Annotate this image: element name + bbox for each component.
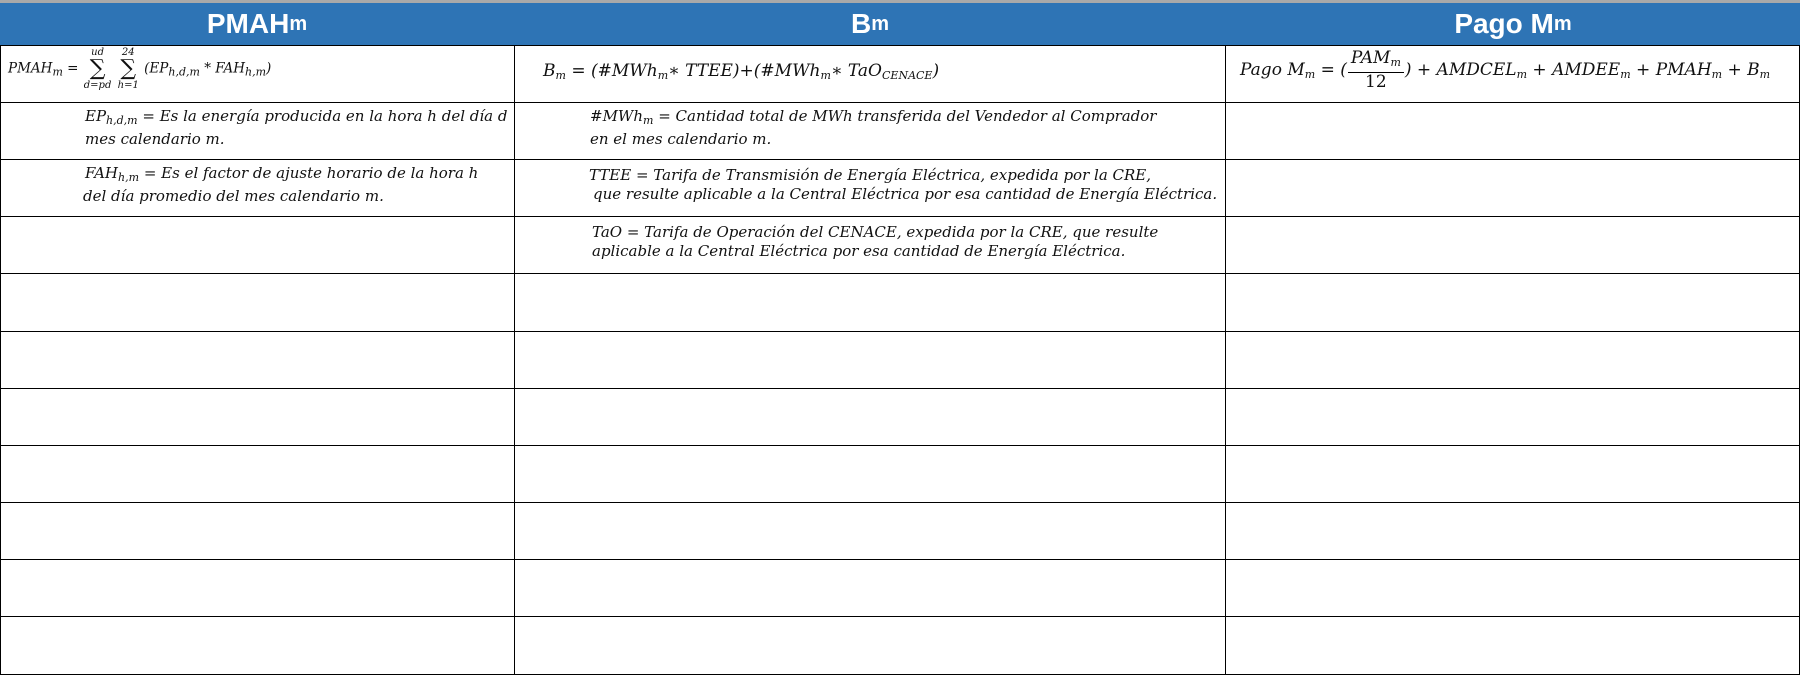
pmah-formula-lhs-sub: m (52, 65, 63, 79)
bm-formula-p4: ) (932, 61, 940, 81)
fah-var: FAH (85, 164, 119, 182)
grid-line-v (514, 45, 515, 675)
pago-formula-t3-sub: m (1711, 68, 1723, 81)
mwh-sub: m (643, 114, 654, 127)
pmah-formula-body-sub1: h,d,m (168, 65, 200, 79)
bm-formula-p2-sub: m (820, 69, 831, 82)
mwh-line2: en el mes calendario m. (590, 130, 772, 148)
pam-denominator: 12 (1365, 72, 1387, 92)
ttee-definition (589, 166, 1217, 204)
bm-formula-p3: ∗ TaO (830, 61, 882, 81)
header-bm-sub: m (871, 12, 890, 35)
pmah-formula-eq: = (62, 60, 83, 77)
pago-formula-t3: + PMAH (1630, 60, 1712, 80)
fah-definition (85, 164, 478, 206)
bm-formula-p1-sub: m (657, 69, 669, 82)
mwh-definition (590, 107, 1156, 149)
grid-line-h (0, 45, 1800, 46)
pago-formula-eq: = ( (1315, 60, 1347, 80)
ep-definition (85, 107, 507, 149)
bm-formula-lhs-sub: m (555, 69, 566, 82)
header-pmah-text: PMAH (206, 8, 290, 39)
mwh-var: #MWh (590, 107, 644, 125)
grid-line-h (0, 102, 1800, 103)
sum-h-top: 24 (121, 47, 135, 58)
pam-fraction (1348, 49, 1404, 92)
ttee-line2: que resulte aplicable a la Central Eléctrica por esa cantidad de Energía Eléctrica. (593, 185, 1218, 203)
grid-line-h (0, 502, 1800, 503)
bm-formula-p1: = (#MWh (565, 61, 658, 81)
header-pago-text: Pago M (1454, 8, 1554, 39)
sum-d-icon: ud ∑ d=pd (83, 47, 112, 91)
grid-line-h (0, 331, 1800, 332)
ep-var: EP (85, 107, 107, 125)
pago-formula-t4-sub: m (1759, 68, 1771, 81)
header-pago-sub: m (1553, 12, 1572, 35)
ep-line1: = Es la energía producida en la hora h del día d (137, 107, 508, 125)
header-pago (1226, 3, 1800, 45)
pago-formula-t2: + AMDEE (1527, 60, 1621, 80)
sum-d-bottom: d=pd (83, 80, 112, 91)
pago-formula-lhs: Pago M (1240, 60, 1305, 80)
grid-line-h (0, 216, 1800, 217)
ep-line2: mes calendario m. (85, 130, 225, 148)
bm-formula-p3-sub: CENACE (882, 69, 933, 82)
table-header (0, 3, 1800, 45)
pam-numerator: PAM (1350, 48, 1391, 68)
pmah-formula (8, 47, 271, 91)
fah-line1: = Es el factor de ajuste horario de la hora h (139, 164, 479, 182)
fah-sub: h,m (118, 171, 140, 184)
tao-line1: TaO = Tarifa de Operación del CENACE, expedida por la CRE, que resulte (592, 223, 1159, 241)
pmah-formula-body-open: (EP (144, 60, 169, 77)
grid-line-h (0, 273, 1800, 274)
pmah-formula-lhs: PMAH (8, 60, 53, 77)
pago-formula-t2-sub: m (1620, 68, 1631, 81)
header-pmah-sub: m (289, 12, 308, 35)
ep-sub: h,d,m (106, 114, 138, 127)
pago-formula-t1: ) + AMDCEL (1404, 60, 1517, 80)
pmah-formula-body-close: ) (266, 60, 272, 77)
pago-formula-lhs-sub: m (1304, 68, 1316, 81)
sum-h-icon: 24 ∑ h=1 (117, 47, 139, 91)
grid-line-v (1225, 45, 1226, 675)
pago-formula-t1-sub: m (1516, 68, 1528, 81)
fah-line2: del día promedio del mes calendario m. (83, 187, 384, 205)
grid-line-h (0, 388, 1800, 389)
pago-formula (1240, 49, 1770, 92)
bm-formula-p2: ∗ TTEE)+(#MWh (668, 61, 821, 81)
tao-definition (592, 223, 1158, 261)
pmah-formula-body-sub2: h,m (245, 65, 267, 79)
grid-line-h (0, 445, 1800, 446)
mwh-line1: = Cantidad total de MWh transferida del Vendedor al Comprador (653, 107, 1157, 125)
header-bm-text: B (850, 8, 872, 39)
header-pmah (0, 3, 514, 45)
sum-h-bottom: h=1 (117, 80, 139, 91)
bm-formula (543, 62, 939, 85)
table-grid (0, 45, 1800, 675)
grid-line-h (0, 616, 1800, 617)
grid-line-h (0, 159, 1800, 160)
ttee-line1: TTEE = Tarifa de Transmisión de Energía Eléctrica, expedida por la CRE, (589, 166, 1152, 184)
pmah-formula-body-mid: * FAH (199, 60, 245, 77)
grid-line-h (0, 559, 1800, 560)
pago-formula-t4: + B (1722, 60, 1760, 80)
pam-numerator-sub: m (1390, 56, 1401, 69)
header-bm (515, 3, 1225, 45)
tao-line2: aplicable a la Central Eléctrica por esa cantidad de Energía Eléctrica. (592, 242, 1126, 260)
grid-line-v (0, 45, 1, 675)
sum-d-top: ud (91, 47, 104, 58)
bm-formula-lhs: B (543, 61, 556, 81)
